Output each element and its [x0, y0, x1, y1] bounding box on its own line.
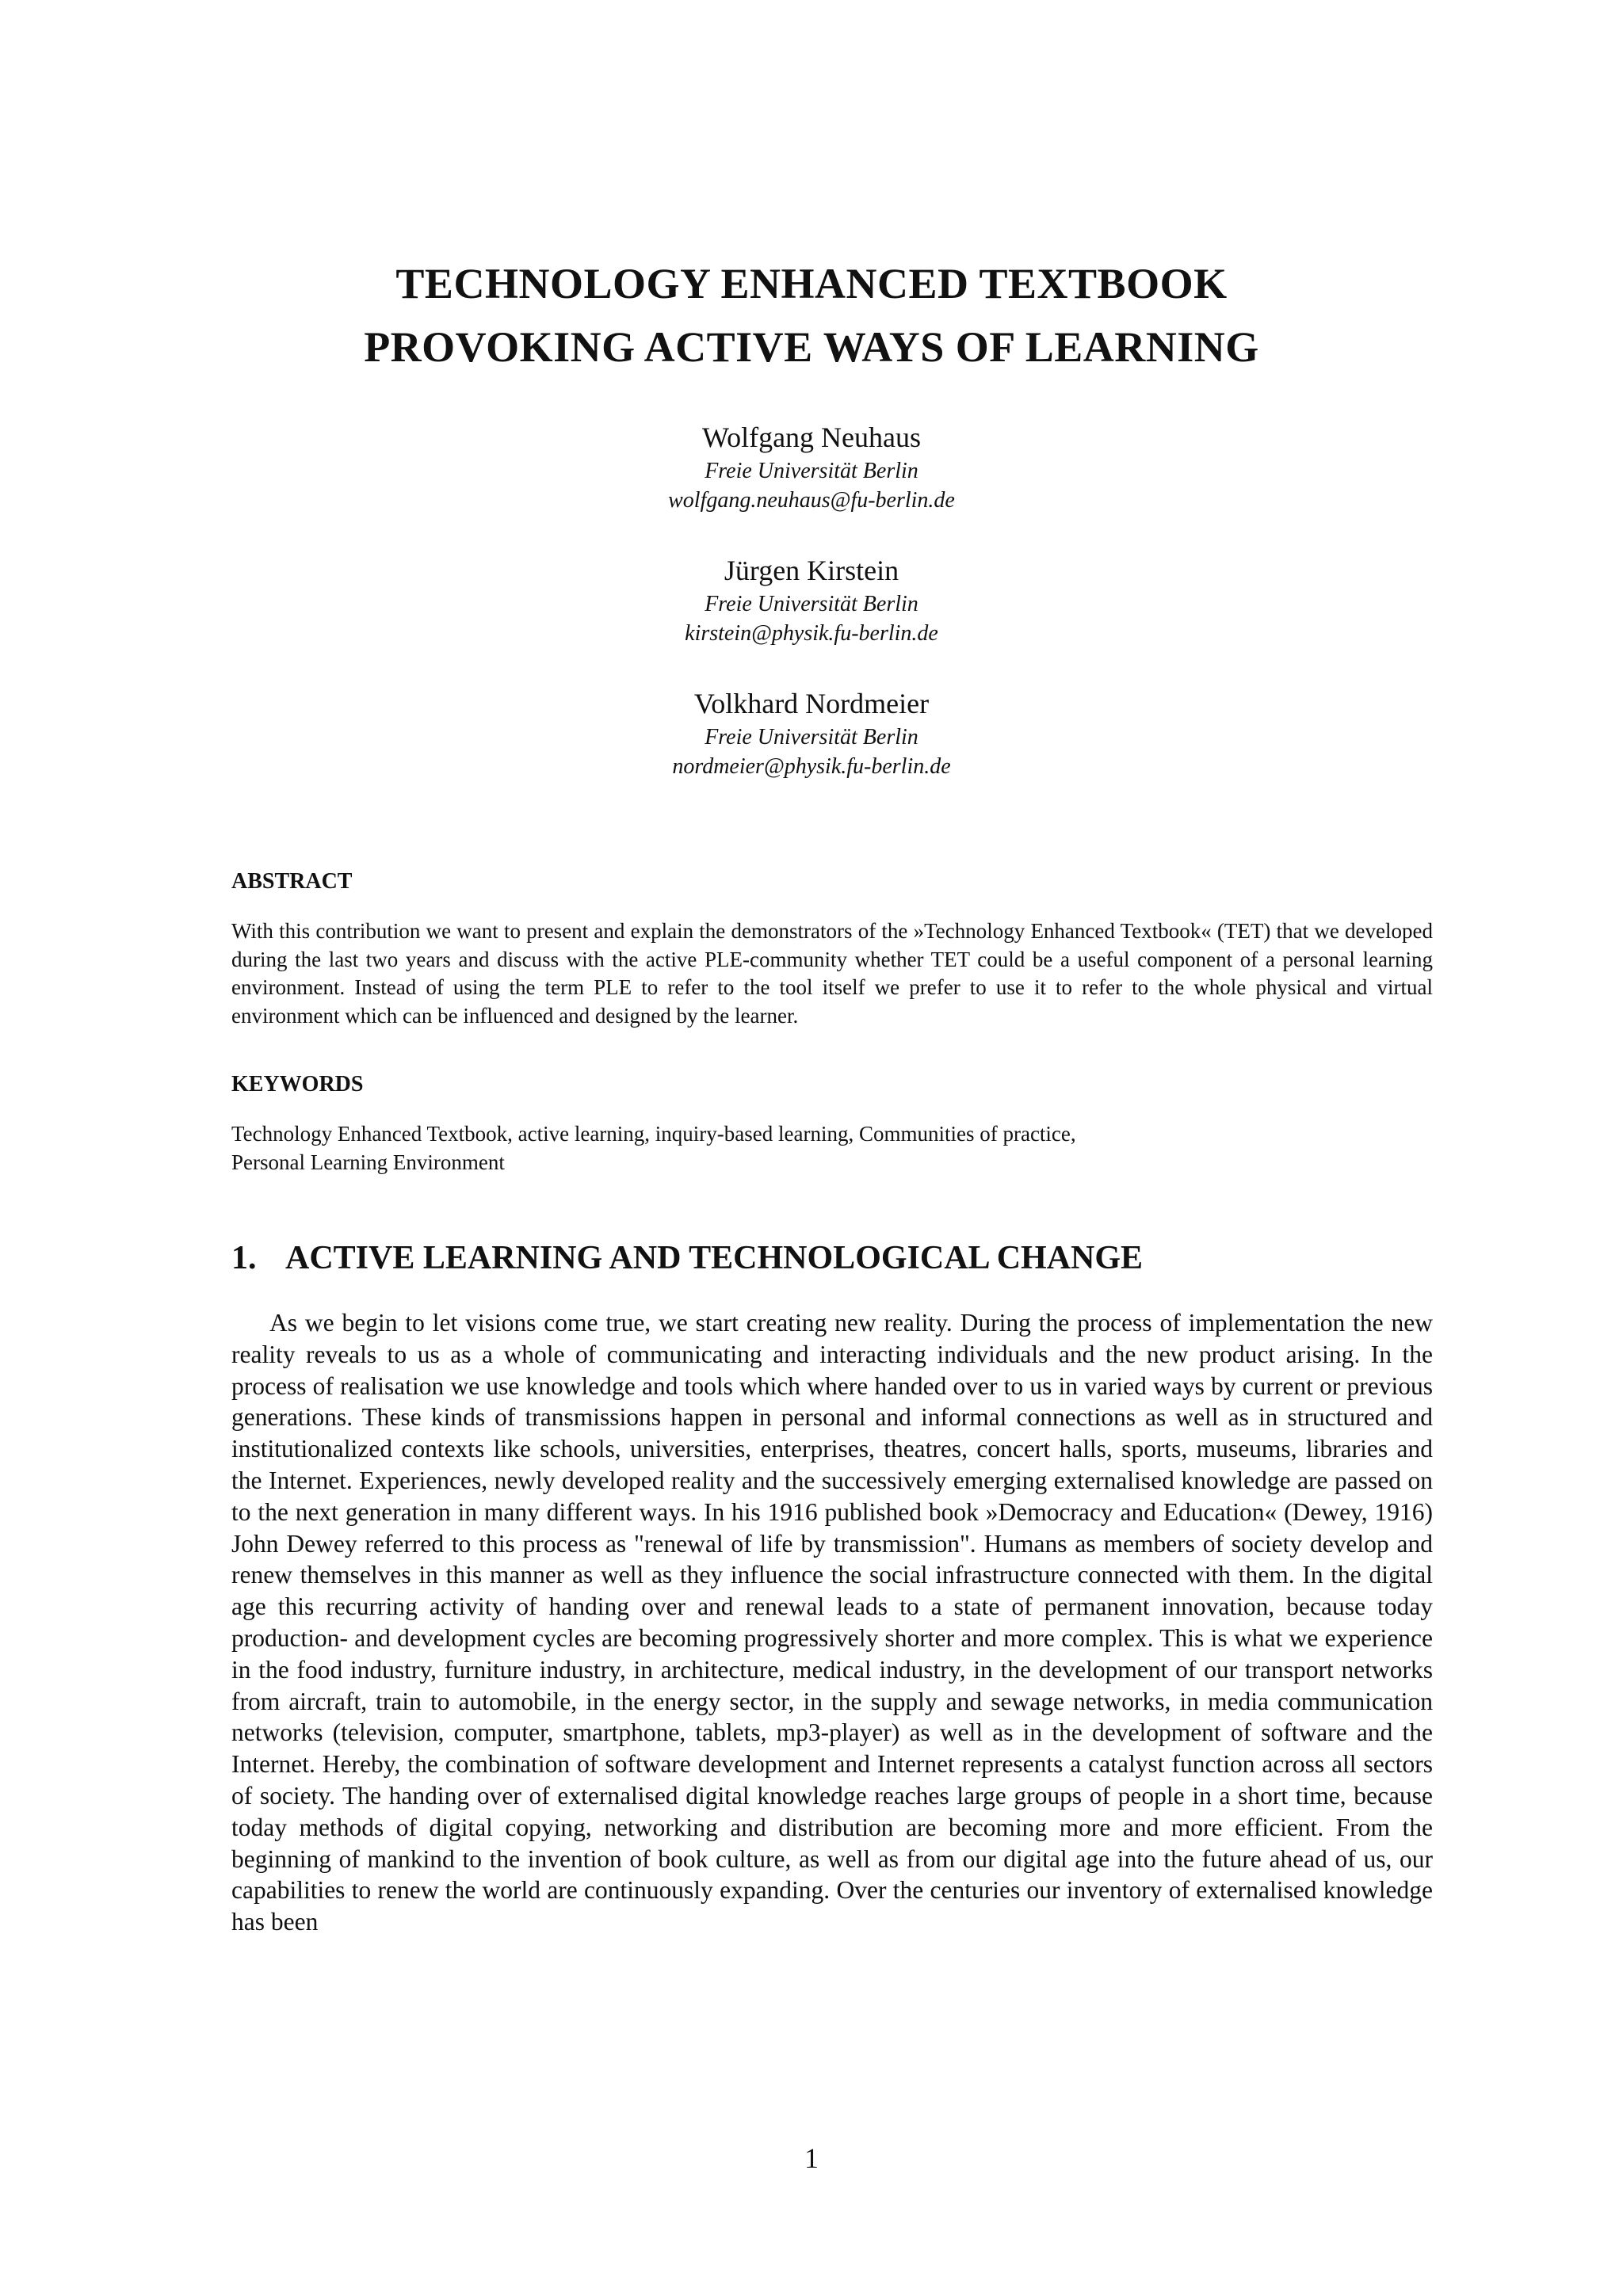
author-name: Jürgen Kirstein [724, 555, 899, 586]
keywords-section [231, 1071, 1433, 1177]
keywords-text [231, 1120, 1433, 1177]
author-affiliation: Freie Universität Berlin [705, 725, 918, 749]
abstract-text: With this contribution we want to present and explain the demonstrators of the »Technology Enhanced Textbook« (TET) that we developed during the last two years and discuss with the active PLE-community whether TET could be a useful component of a personal learning environment. Instead of using the term PLE to refer to the tool itself we prefer to use it to refer to the whole physical and virtual environment which can be influenced and designed by the learner. [231, 919, 1433, 1028]
title-line-2: PROVOKING ACTIVE WAYS OF LEARNING [364, 323, 1259, 371]
author-email: kirstein@physik.fu-berlin.de [685, 621, 938, 646]
keywords-line-2: Personal Learning Environment [231, 1150, 505, 1174]
paper-title [0, 252, 1623, 379]
author-email: wolfgang.neuhaus@fu-berlin.de [668, 488, 955, 513]
author-name: Volkhard Nordmeier [693, 688, 930, 719]
page-number: 1 [804, 2142, 819, 2174]
author-affiliation: Freie Universität Berlin [705, 459, 918, 483]
author-3 [0, 685, 1623, 781]
keywords-label: KEYWORDS [231, 1072, 364, 1097]
author-1 [0, 418, 1623, 515]
abstract-label: ABSTRACT [231, 869, 353, 894]
author-name: Wolfgang Neuhaus [701, 421, 922, 453]
section-title: ACTIVE LEARNING AND TECHNOLOGICAL CHANGE [285, 1240, 1144, 1276]
body-paragraph: As we begin to let visions come true, we start creating new reality. During the process of implementation the new reality reveals to us as a whole of communicating and interacting individuals and the new product arising. In the process of realisation we use knowledge and tools which where handed over to us in varied ways by current or previous generations. These kinds of transmissions happen in personal and informal connections as well as in structured and institutionalized contexts like schools, universities, enterprises, theatres, concert halls, sports, museums, libraries and the Internet. Experiences, newly developed reality and the successively emerging externalised knowledge are passed on to the next generation in many different ways. In his 1916 published book »Democracy and Education« (Dewey, 1916) John Dewey referred to this process as "renewal of life by transmission". Humans as members of society develop and renew themselves in this manner as well as they influence the social infrastructure connected with them. In the digital age this recurring activity of handing over and renewal leads to a state of permanent innovation, because today production- and development cycles are becoming progressively shorter and more complex. This is what we experience in the food industry, furniture industry, in architecture, medical industry, in the development of our transport networks from aircraft, train to automobile, in the energy sector, in the supply and sewage networks, in media communication networks (television, computer, smartphone, tablets, mp3-player) as well as in the development of software and the Internet. Hereby, the combination of software development and Internet represents a catalyst function across all sectors of society. The handing over of externalised digital knowledge reaches large groups of people in a short time, because today methods of digital copying, networking and distribution are becoming more and more efficient. From the beginning of mankind to the invention of book culture, as well as from our digital age into the future ahead of us, our capabilities to renew the world are continuously expanding. Over the centuries our inventory of externalised knowledge has been [231, 1309, 1433, 1936]
section-body [231, 1307, 1433, 1938]
abstract-section [231, 868, 1433, 1030]
section-heading [231, 1236, 1143, 1280]
author-block [0, 418, 1623, 818]
title-line-1: TECHNOLOGY ENHANCED TEXTBOOK [395, 260, 1228, 307]
section-number: 1. [231, 1240, 257, 1276]
keywords-line-1: Technology Enhanced Textbook, active learning, inquiry-based learning, Communities of practice, [231, 1122, 1076, 1146]
author-affiliation: Freie Universität Berlin [705, 592, 918, 616]
author-2 [0, 551, 1623, 648]
author-email: nordmeier@physik.fu-berlin.de [672, 754, 951, 779]
